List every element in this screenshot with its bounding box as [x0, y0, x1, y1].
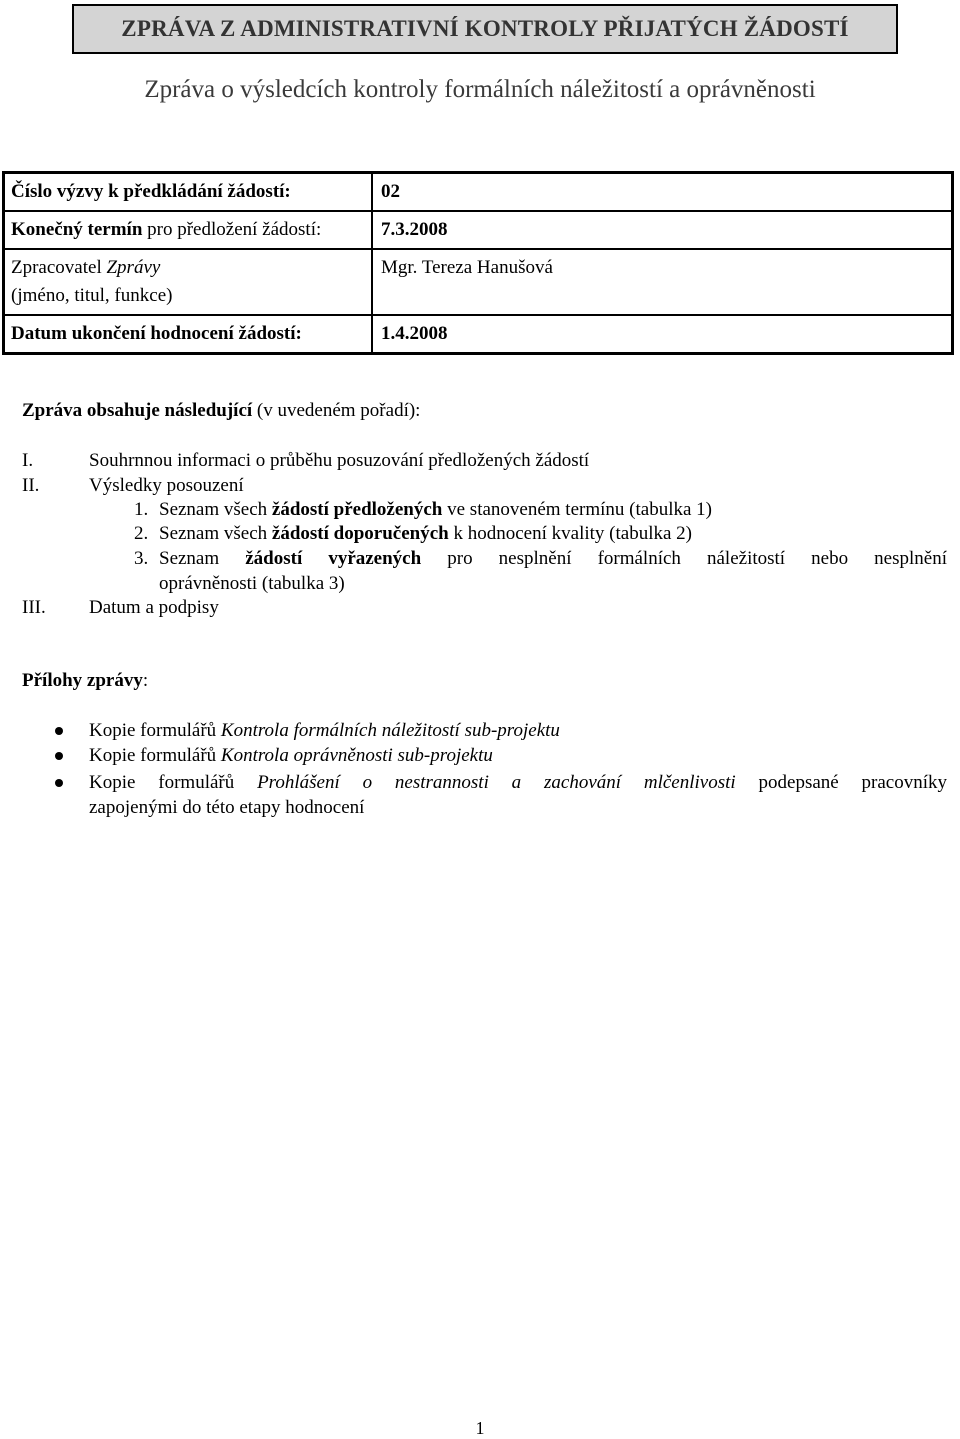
deadline-value: 7.3.2008 [372, 211, 953, 249]
table-row [4, 173, 953, 212]
processor-value: Mgr. Tereza Hanušová [372, 249, 953, 315]
table-row [4, 249, 953, 315]
sub-item-number: 2. [134, 523, 149, 544]
contents-item-text: Datum a podpisy [89, 597, 219, 618]
table-row [4, 211, 953, 249]
document-title: ZPRÁVA Z ADMINISTRATIVNÍ KONTROLY PŘIJATÝCH ŽÁDOSTÍ [121, 16, 849, 41]
bullet-icon [55, 779, 63, 787]
contents-item-number: I. [22, 450, 34, 471]
page-number: 1 [475, 1418, 485, 1438]
attachment-item-continued: zapojenými do této etapy hodnocení [89, 797, 365, 818]
table-row [4, 315, 953, 354]
call-number-value: 02 [372, 173, 953, 212]
deadline-label: Konečný termín pro předložení žádostí: [4, 211, 373, 249]
contents-item-number: III. [22, 597, 46, 618]
bullet-icon [55, 727, 63, 735]
sub-item-text: Seznam všech žádostí předložených ve stanoveném termínu (tabulka 1) [159, 499, 712, 520]
evaluation-end-value: 1.4.2008 [372, 315, 953, 354]
contents-item-text: Výsledky posouzení [89, 475, 244, 496]
call-number-label: Číslo výzvy k předkládání žádostí: [4, 173, 373, 212]
sub-item-text: Seznam žádostí vyřazených pro nesplnění formálních náležitostí nebo nesplnění [159, 548, 947, 569]
document-subtitle: Zpráva o výsledcích kontroly formálních náležitostí a oprávněnosti [144, 76, 816, 103]
sub-item-number: 1. [134, 499, 149, 520]
attachment-item: Kopie formulářů Kontrola oprávněnosti sub-projektu [89, 745, 493, 766]
contents-heading: Zpráva obsahuje následující (v uvedeném pořadí): [22, 400, 421, 421]
bullet-icon [55, 752, 63, 760]
attachment-item: Kopie formulářů Prohlášení o nestrannosti a zachování mlčenlivosti podepsané pracovníky [89, 772, 948, 793]
processor-label: Zpracovatel Zprávy (jméno, titul, funkce) [4, 249, 373, 315]
sub-item-text-continued: oprávněnosti (tabulka 3) [159, 573, 345, 594]
attachment-item: Kopie formulářů Kontrola formálních náležitostí sub-projektu [89, 720, 560, 741]
attachments-heading: Přílohy zprávy: [22, 670, 149, 691]
contents-item-number: II. [22, 475, 40, 496]
sub-item-number: 3. [134, 548, 149, 569]
contents-item-text: Souhrnnou informaci o průběhu posuzování předložených žádostí [89, 450, 590, 471]
report-info-table [2, 171, 954, 355]
sub-item-text: Seznam všech žádostí doporučených k hodnocení kvality (tabulka 2) [159, 523, 692, 544]
evaluation-end-label: Datum ukončení hodnocení žádostí: [4, 315, 373, 354]
document-title-box [72, 4, 898, 54]
